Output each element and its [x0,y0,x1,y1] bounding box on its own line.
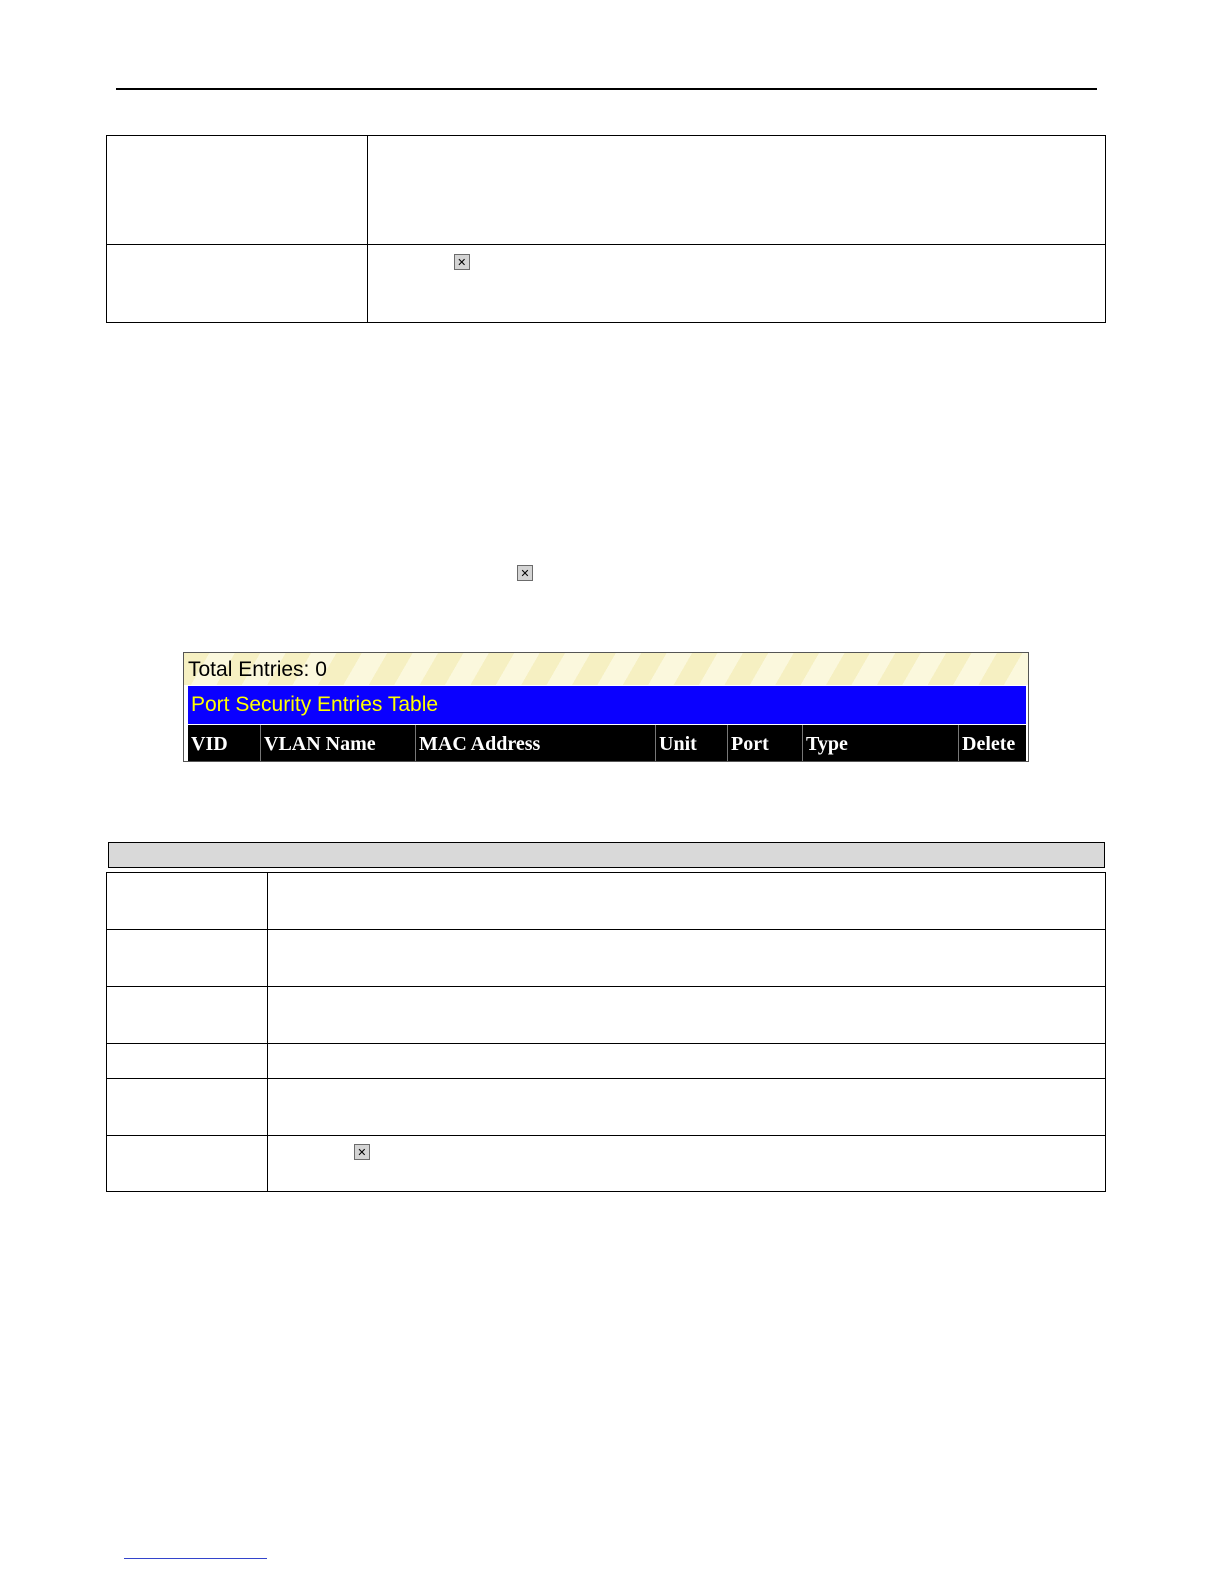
param-desc-cell [267,1136,1105,1192]
param-desc-cell [267,930,1105,987]
header-rule [116,88,1097,90]
param-name-cell [107,987,268,1044]
parameter-table-top [106,135,1106,323]
param-name-cell [107,1079,268,1136]
param-name-cell [107,873,268,930]
delete-x-icon[interactable]: ✕ [454,254,470,270]
param-desc-cell [267,987,1105,1044]
column-header-vlan-name: VLAN Name [260,725,415,761]
param-name-cell [107,136,368,245]
param-desc-cell [267,1044,1105,1079]
footer-link-underline[interactable] [124,1558,267,1559]
delete-x-icon[interactable]: ✕ [517,565,533,581]
param-desc-cell [267,1079,1105,1136]
delete-x-icon[interactable]: ✕ [354,1144,370,1160]
param-desc-cell [267,873,1105,930]
column-header-type: Type [802,725,958,761]
param-desc-cell [367,245,1105,323]
port-security-entries-widget [183,652,1029,762]
param-name-cell [107,245,368,323]
table-title: Port Security Entries Table [188,686,1026,724]
column-header-delete: Delete [958,725,1026,761]
param-name-cell [107,1136,268,1192]
column-header-unit: Unit [655,725,727,761]
total-entries: Total Entries: 0 [184,653,1028,685]
param-name-cell [107,1044,268,1079]
parameter-table-header-bar [108,842,1105,868]
column-header-mac-address: MAC Address [415,725,655,761]
column-header-vid: VID [191,733,228,755]
column-header-port: Port [727,725,802,761]
parameter-table-bottom [106,872,1106,1192]
param-name-cell [107,930,268,987]
table-header-row [188,725,1026,761]
param-desc-cell [367,136,1105,245]
